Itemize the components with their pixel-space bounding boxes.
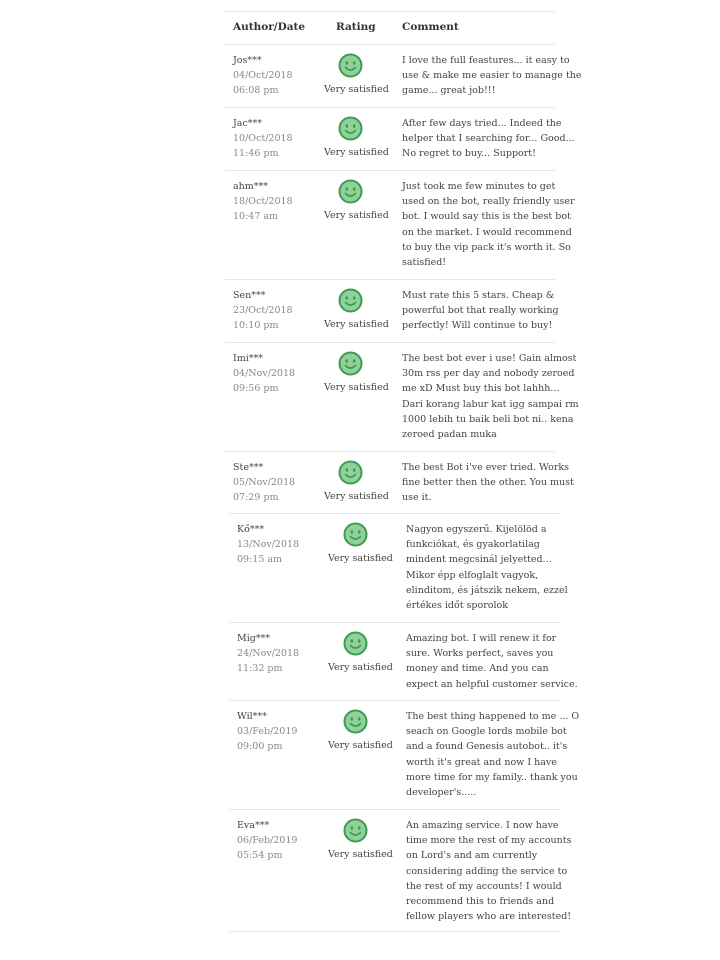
review-author: Wil*** [237,711,267,722]
review-author-date [237,522,299,568]
comment-line: Mikor épp elfoglalt vagyok, [406,569,539,581]
review-comment [406,818,571,924]
review-date: 03/Feb/2019 [237,726,298,738]
review-comment [402,116,575,162]
smiley-icon [338,179,363,204]
review-author-date [237,709,297,755]
comment-line: me xD Must buy this bot lahhh... [402,383,560,395]
comment-line: 30m rss per day and nobody zeroed [402,368,575,380]
review-comment [402,351,579,442]
comment-line: to buy the vip pack it's worth it. So [402,241,571,253]
comment-line: sure. Works perfect, saves you [406,648,554,660]
review-date: 04/Oct/2018 [233,70,293,82]
review-author: Jos*** [233,55,262,66]
comment-line: expect an helpful customer service. [406,678,578,690]
column-header-comment: Comment [402,21,459,33]
review-author: Kő*** [237,524,265,535]
smiley-icon [338,460,363,485]
comment-line: Must rate this 5 stars. Cheap & [402,290,555,301]
review-time: 06:08 pm [233,85,279,97]
comment-line: fine better then the other. You must [402,477,574,489]
review-author: Sen*** [233,290,266,301]
review-date: 18/Oct/2018 [233,196,293,208]
smiley-icon [338,53,363,78]
review-time: 11:32 pm [237,663,283,675]
rating-label: Very satisfied [324,210,389,221]
comment-line: bot. I would say this is the best bot [402,211,571,223]
comment-line: elinditom, és játszik nekem, ezzel [406,584,568,596]
comment-line: mindent megcsinál jelyetted... [406,554,552,566]
comment-line: worth it's great and now I have [406,756,557,768]
review-date: 06/Feb/2019 [237,835,298,847]
review-comment [402,179,575,270]
review-author: Ste*** [233,462,264,473]
review-comment [406,522,568,613]
comment-line: The best Bot i've ever tried. Works [402,462,570,473]
review-date: 05/Nov/2018 [233,477,296,489]
comment-line: recommend this to friends and [406,896,555,908]
review-date: 24/Nov/2018 [237,648,300,660]
comment-line: time more the rest of my accounts [406,835,572,847]
review-author-date [233,53,293,99]
smiley-icon [343,631,368,656]
comment-line: perfectly! Will continue to buy! [402,320,553,332]
smiley-icon [338,116,363,141]
column-header-author-date: Author/Date [233,21,306,33]
review-time: 07:29 pm [233,492,279,504]
review-comment [402,288,559,334]
comment-line: The best thing happened to me ... O [406,711,580,722]
comment-line: Dari korang labur kat igg sampai rm [402,398,579,410]
review-time: 05:54 pm [237,850,283,862]
smiley-icon [343,709,368,734]
review-date: 04/Nov/2018 [233,368,296,380]
review-comment [406,709,579,800]
review-date: 23/Oct/2018 [233,305,293,317]
comment-line: developer's..... [406,787,477,799]
comment-line: helper that I searching for... Good... [402,133,575,145]
smiley-icon [338,351,363,376]
comment-line: on the market. I would recommend [402,226,572,238]
smiley-icon [343,818,368,843]
review-author-date [237,818,297,864]
comment-line: satisfied! [402,257,447,269]
comment-line: I love the full feastures... it easy to [402,55,570,66]
rating-label: Very satisfied [324,491,389,502]
review-author-date [233,116,293,162]
comment-line: funkciókat, és gyakorlatilag [406,539,540,551]
review-time: 09:00 pm [237,741,283,753]
comment-line: more time for my family.. thank you [406,771,578,783]
comment-line: game... great job!!! [402,85,496,97]
rating-label: Very satisfied [324,84,389,95]
review-author: Jac*** [233,118,263,129]
review-author-date [237,631,299,677]
review-author: Mig*** [237,633,271,644]
comment-line: No regret to buy... Support! [402,148,536,160]
review-time: 11:46 pm [233,148,279,160]
comment-line: The best bot ever i use! Gain almost [402,353,577,364]
review-date: 13/Nov/2018 [237,539,300,551]
comment-line: Just took me few minutes to get [402,181,556,192]
smiley-icon [338,288,363,313]
column-header-rating: Rating [336,21,376,33]
comment-line: seach on Google lords mobile bot [406,726,567,738]
review-comment [402,53,582,99]
rating-label: Very satisfied [328,740,393,751]
review-time: 09:56 pm [233,383,279,395]
review-time: 10:10 pm [233,320,279,332]
comment-line: 1000 lebih tu baik beli bot ni.. kena [402,413,574,425]
comment-line: Nagyon egyszerű. Kijelölöd a [406,524,547,535]
smiley-icon [343,522,368,547]
comment-line: considering adding the service to [406,865,568,877]
comment-line: After few days tried... Indeed the [402,118,562,129]
comment-line: Amazing bot. I will renew it for [406,633,557,644]
rating-label: Very satisfied [324,382,389,393]
review-author-date [233,288,293,334]
comment-line: értékes időt sporolok [406,600,509,612]
rating-label: Very satisfied [324,319,389,330]
review-author: Imi*** [233,353,264,364]
comment-line: money and time. And you can [406,663,549,675]
comment-line: powerful bot that really working [402,305,559,317]
review-author: Eva*** [237,820,270,831]
review-comment [402,460,574,506]
review-time: 09:15 am [237,554,283,566]
rating-label: Very satisfied [328,553,393,564]
comment-line: and a found Genesis autobot.. it's [406,741,568,753]
rating-label: Very satisfied [328,849,393,860]
comment-line: used on the bot, really friendly user [402,196,575,208]
review-author: ahm*** [233,181,269,192]
comment-line: the rest of my accounts! I would [406,880,562,892]
comment-line: fellow players who are interested! [406,911,572,923]
review-time: 10:47 am [233,211,279,223]
comment-line: An amazing service. I now have [406,820,559,831]
review-date: 10/Oct/2018 [233,133,293,145]
rating-label: Very satisfied [324,147,389,158]
comment-line: on Lord's and am currently [406,850,538,862]
review-author-date [233,179,293,225]
comment-line: zeroed padan muka [402,429,497,441]
rating-label: Very satisfied [328,662,393,673]
comment-line: use & make me easier to manage the [402,70,582,82]
review-author-date [233,351,295,397]
comment-line: use it. [402,492,432,504]
review-comment [406,631,578,692]
review-author-date [233,460,295,506]
